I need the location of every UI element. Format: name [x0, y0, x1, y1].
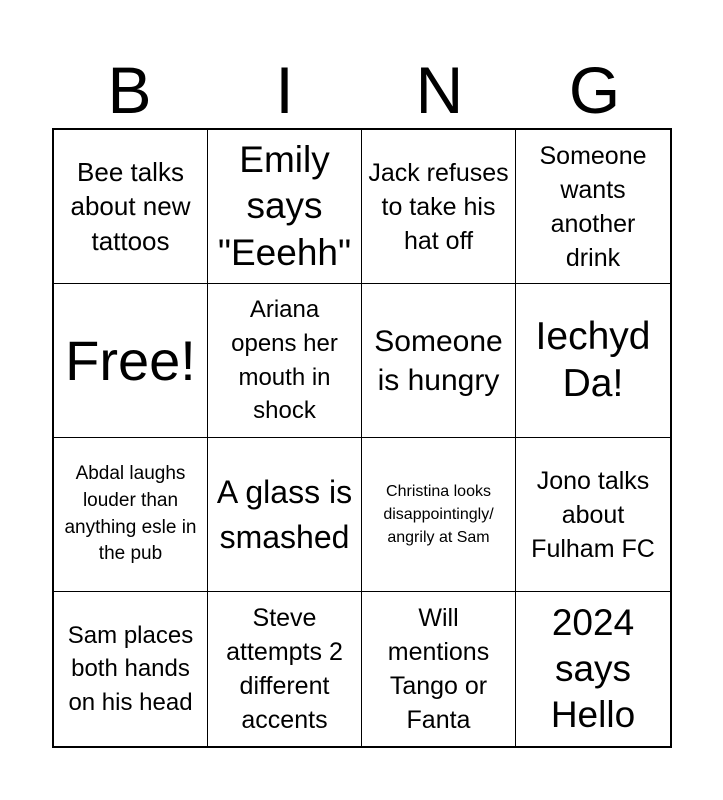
bingo-cell[interactable]	[516, 130, 670, 284]
cell-text: 2024 says Hello	[550, 601, 636, 736]
cell-text: Someone is hungry	[374, 324, 503, 397]
cell-text: Emily says "Eeehh"	[217, 139, 352, 273]
cell-text: Free!	[65, 328, 196, 392]
cell-text: Jono talks about Fulham FC	[531, 466, 655, 563]
cell-text: Steve attempts 2 different accents	[226, 604, 343, 734]
bingo-cell[interactable]	[516, 592, 670, 746]
header-letter-g: G	[568, 53, 621, 127]
header-letter-i: I	[275, 53, 294, 127]
header-letter-b: B	[107, 53, 152, 127]
cell-text: Abdal laughs louder than anything esle in the pub	[64, 463, 197, 565]
bingo-cell[interactable]	[54, 592, 208, 746]
bingo-header	[52, 52, 672, 128]
bingo-cell[interactable]	[208, 438, 362, 592]
cell-text: Will mentions Tango or Fanta	[387, 604, 490, 734]
bingo-cell[interactable]	[208, 130, 362, 284]
bingo-cell[interactable]	[208, 284, 362, 438]
header-letter-n: N	[415, 53, 464, 127]
cell-text: A glass is smashed	[216, 473, 353, 555]
cell-text: Christina looks disappointingly/ angrily at Sam	[383, 482, 494, 547]
bingo-cell[interactable]	[516, 438, 670, 592]
cell-text: Someone wants another drink	[539, 141, 647, 272]
bingo-cell[interactable]	[362, 438, 516, 592]
cell-text: Jack refuses to take his hat off	[368, 158, 509, 255]
bingo-cell[interactable]	[516, 284, 670, 438]
bingo-cell[interactable]	[362, 284, 516, 438]
bingo-cell[interactable]	[362, 130, 516, 284]
bingo-cell[interactable]	[54, 438, 208, 592]
cell-text: Ariana opens her mouth in shock	[231, 296, 338, 425]
bingo-cell[interactable]	[208, 592, 362, 746]
bingo-cell[interactable]	[54, 130, 208, 284]
bingo-cell[interactable]	[362, 592, 516, 746]
cell-text: Bee talks about new tattoos	[70, 157, 191, 256]
cell-text: Iechyd Da!	[535, 314, 651, 405]
cell-text: Sam places both hands on his head	[67, 621, 194, 716]
bingo-cell-free[interactable]	[54, 284, 208, 438]
bingo-board	[52, 128, 672, 748]
